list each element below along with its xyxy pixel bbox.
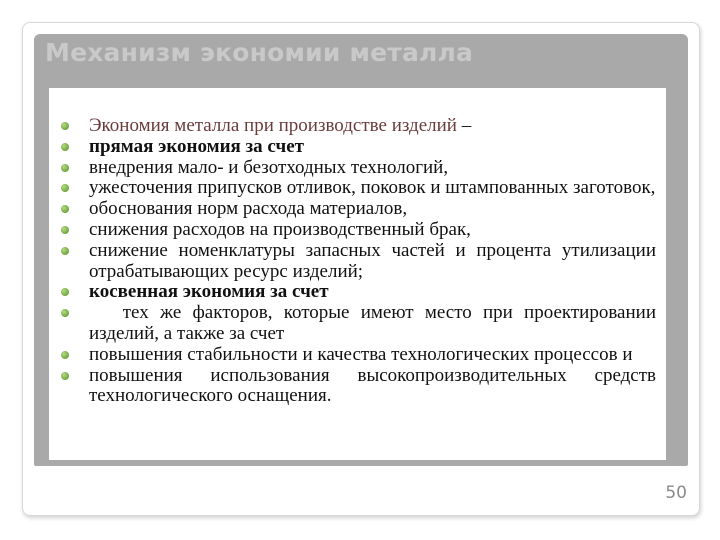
- bullet-dot-icon: [61, 288, 69, 296]
- bullet-item: [58, 302, 661, 345]
- bullet-text: прямая экономия за счет: [89, 135, 304, 157]
- bullet-item: [58, 345, 656, 366]
- bullet-list: [58, 115, 661, 407]
- bullet-dot-icon: [61, 309, 69, 317]
- bullet-dot-icon: [61, 122, 69, 130]
- bullet-text: повышения стабильности и качества технологических процессов и: [89, 343, 633, 365]
- page-number: 50: [665, 483, 687, 503]
- bullet-text: внедрения мало- и безотходных технологий,: [89, 156, 449, 178]
- bullet-dot-icon: [61, 247, 69, 255]
- slide-title: Механизм экономии металла: [45, 38, 474, 67]
- bullet-dot-icon: [61, 226, 69, 234]
- bullet-item: [58, 158, 656, 179]
- bullet-text: Экономия металла при производстве изделий: [89, 115, 457, 136]
- bullet-text: повышения использования высокопроизводительных средств технологического оснащения.: [89, 364, 656, 407]
- bullet-text: косвенная экономия за счет: [89, 281, 329, 303]
- bullet-text-suffix: –: [456, 115, 472, 136]
- bullet-item: [58, 366, 656, 408]
- bullet-dot-icon: [61, 372, 69, 380]
- bullet-text: тех же факторов, которые имеют место при проектировании изделий, а также за счет: [89, 302, 661, 344]
- bullet-item: [58, 241, 656, 283]
- bullet-text: снижения расходов на производственный брак,: [89, 218, 471, 240]
- bullet-item: [58, 282, 656, 303]
- bullet-dot-icon: [61, 351, 69, 359]
- bullet-dot-icon: [61, 143, 69, 151]
- bullet-text: обоснования норм расхода материалов,: [89, 198, 408, 220]
- bullet-item: [58, 178, 656, 199]
- bullet-dot-icon: [61, 164, 69, 172]
- bullet-item: [58, 220, 656, 241]
- bullet-dot-icon: [61, 184, 69, 192]
- bullet-dot-icon: [61, 205, 69, 213]
- bullet-item: [58, 137, 656, 158]
- bullet-item: [58, 116, 656, 137]
- bullet-text: снижение номенклатуры запасных частей и процента утилизации отрабатывающих ресурс изделий;: [89, 239, 656, 282]
- bullet-item: [58, 199, 656, 220]
- bullet-text: ужесточения припусков отливок, поковок и штампованных заготовок,: [89, 177, 656, 199]
